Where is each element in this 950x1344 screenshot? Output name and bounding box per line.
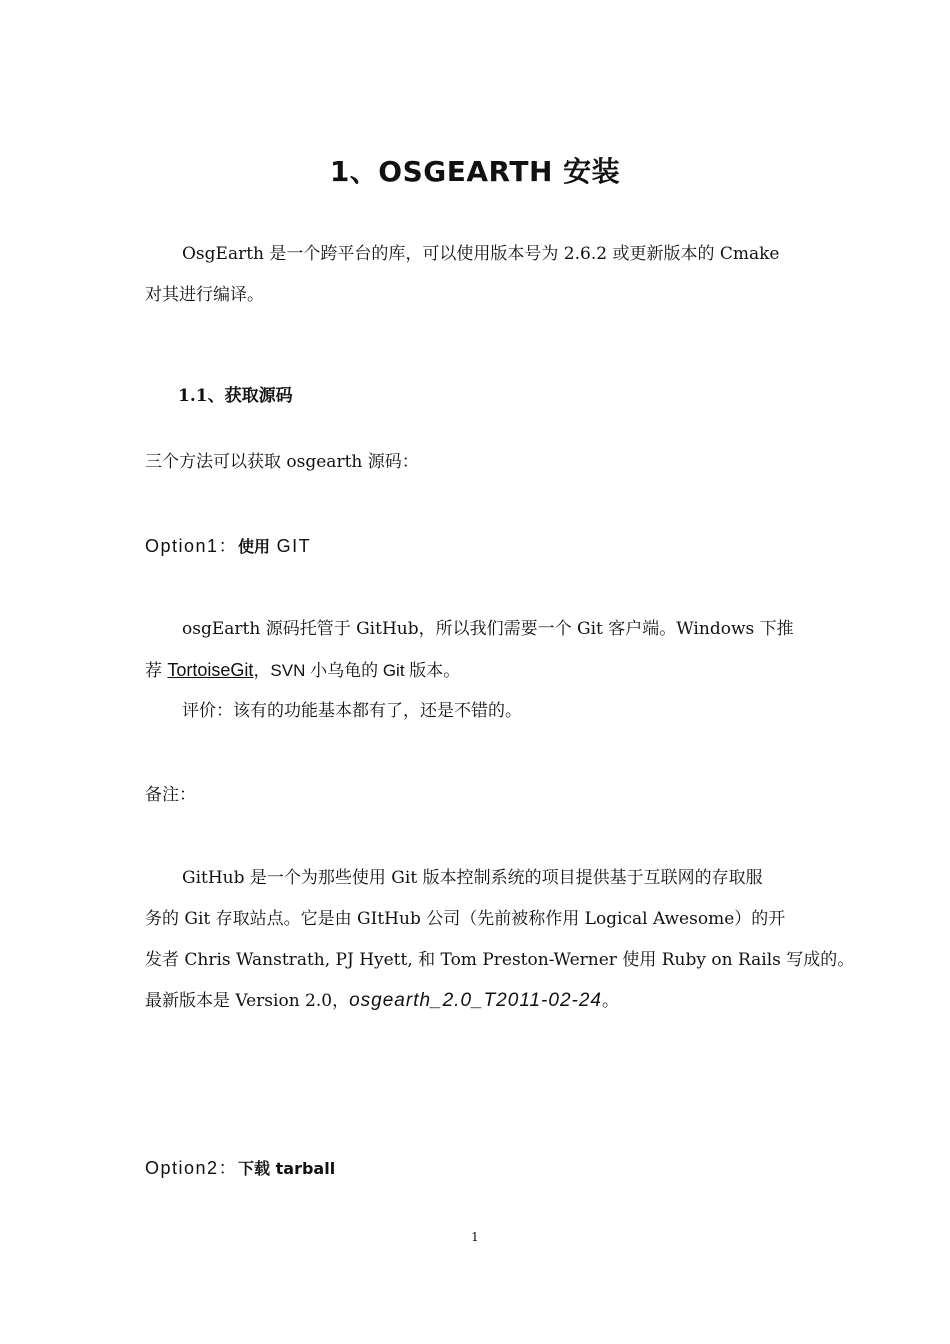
note-line-1: GitHub 是一个为那些使用 Git 版本控制系统的项目提供基于互联网的存取服	[182, 868, 763, 888]
note-line-4-post: 。	[601, 991, 619, 1011]
option1-prefix: Option1：	[145, 536, 239, 556]
document-title: 1、OSGEARTH 安装	[329, 155, 621, 188]
option1-heading	[145, 534, 311, 559]
intro-line-2: 对其进行编译。	[145, 285, 264, 305]
section-lead: 三个方法可以获取 osgearth 源码：	[145, 452, 419, 472]
option2-heading	[145, 1156, 335, 1181]
option1-para-line-2	[145, 658, 460, 683]
option2-prefix: Option2：	[145, 1158, 239, 1178]
note-line-3: 发者 Chris Wanstrath, PJ Hyett, 和 Tom Preston-Werner 使用 Ruby on Rails 写成的。	[145, 950, 855, 970]
section-heading-1-1: 1.1、获取源码	[178, 386, 293, 406]
option1-suffix: GIT	[270, 536, 312, 556]
note-line-4	[145, 989, 619, 1013]
note-label: 备注：	[145, 785, 196, 805]
option1-para-line-2-post: ，SVN 小乌龟的 Git 版本。	[253, 661, 461, 680]
option1-para-line-1: osgEarth 源码托管于 GitHub，所以我们需要一个 Git 客户端。Windows 下推	[182, 619, 794, 639]
option2-bold: 下载 tarball	[238, 1159, 336, 1178]
version-string: osgearth_2.0_T2011-02-24	[349, 990, 602, 1011]
page-number: 1	[471, 1230, 479, 1244]
option1-para-line-2-pre: 荐	[145, 661, 168, 681]
tortoisegit-link[interactable]: TortoiseGit	[167, 660, 254, 680]
option1-comment: 评价：该有的功能基本都有了，还是不错的。	[182, 701, 522, 721]
note-line-2: 务的 Git 存取站点。它是由 GItHub 公司（先前被称作用 Logical Awesome）的开	[145, 909, 786, 929]
note-line-4-pre: 最新版本是 Version 2.0，	[145, 991, 350, 1011]
option1-bold: 使用	[238, 537, 271, 556]
intro-line-1: OsgEarth 是一个跨平台的库，可以使用版本号为 2.6.2 或更新版本的 Cmake	[182, 244, 780, 264]
